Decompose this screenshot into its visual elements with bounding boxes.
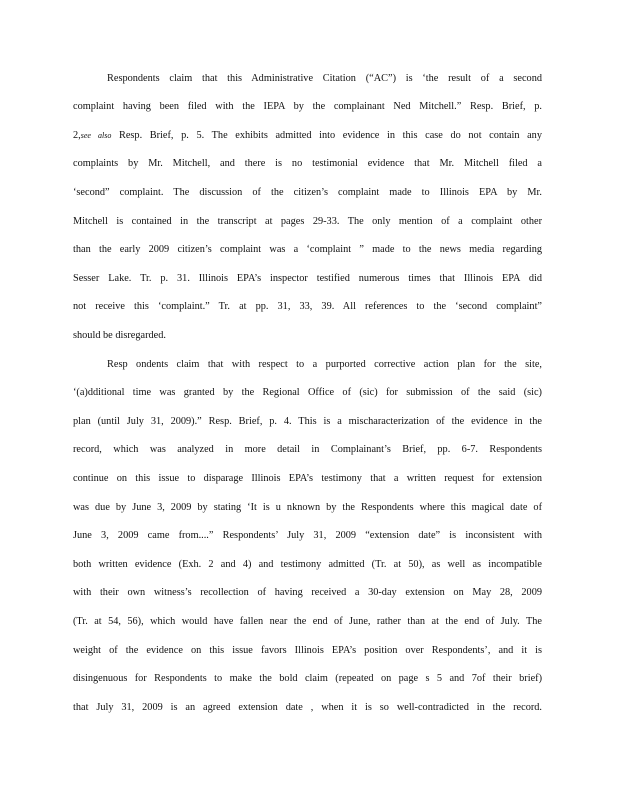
text-line: that July 31, 2009 is an agreed extension date , when it is so well-contradicted in the record.: [73, 702, 542, 713]
text-line: than the early 2009 citizen’s complaint was a ‘complaint ” made to the news media regarding: [73, 244, 542, 255]
text-line: June 3, 2009 came from....” Respondents’ July 31, 2009 “extension date” is inconsistent with: [73, 530, 542, 541]
citation-page: 2,: [73, 130, 81, 141]
text-line: was due by June 3, 2009 by stating ‘It is u nknown by the Respondents where this magical date of: [73, 502, 542, 513]
text-line: Respondents claim that this Administrative Citation (“AC”) is ‘the result of a second: [107, 73, 542, 84]
text-line: weight of the evidence on this issue favors Illinois EPA’s position over Respondents’, and it is: [73, 645, 542, 656]
text-line: disingenuous for Respondents to make the bold claim (repeated on page s 5 and 7of their brief): [73, 673, 542, 684]
text-line: should be disregarded.: [73, 330, 166, 341]
text-line: both written evidence (Exh. 2 and 4) and testimony admitted (Tr. at 50), as well as incompatible: [73, 559, 542, 570]
text-line: not receive this ‘complaint.” Tr. at pp. 31, 33, 39. All references to the ‘second complaint”: [73, 301, 542, 312]
text-line: Sesser Lake. Tr. p. 31. Illinois EPA’s inspector testified numerous times that Illinois EPA did: [73, 273, 542, 284]
text-segment: Resp. Brief, p. 5. The exhibits admitted into evidence in this case do not contain any: [118, 130, 542, 141]
text-line: (Tr. at 54, 56), which would have fallen near the end of June, rather than at the end of July. The: [73, 616, 542, 627]
text-line: with their own witness’s recollection of having received a 30-day extension on May 28, 2009: [73, 587, 542, 598]
text-line: [73, 129, 542, 143]
text-line: plan (until July 31, 2009).” Resp. Brief, p. 4. This is a mischaracterization of the evidence in the: [73, 416, 542, 427]
text-line: record, which was analyzed in more detail in Complainant’s Brief, pp. 6-7. Respondents: [73, 444, 542, 455]
text-line: continue on this issue to disparage Illinois EPA’s testimony that a written request for extension: [73, 473, 542, 484]
text-line: complaint having been filed with the IEPA by the complainant Ned Mitchell.” Resp. Brief, p.: [73, 101, 542, 112]
text-line: Mitchell is contained in the transcript at pages 29-33. The only mention of a complaint other: [73, 216, 542, 227]
text-line: ‘(a)dditional time was granted by the Regional Office of (sic) for submission of the said (sic): [73, 387, 542, 398]
see-also-signal: see also: [80, 131, 112, 140]
text-line: Resp ondents claim that with respect to a purported corrective action plan for the site,: [107, 359, 542, 370]
text-line: complaints by Mr. Mitchell, and there is no testimonial evidence that Mr. Mitchell filed a: [73, 158, 542, 169]
text-line: ‘second” complaint. The discussion of the citizen’s complaint made to Illinois EPA by Mr.: [73, 187, 542, 198]
